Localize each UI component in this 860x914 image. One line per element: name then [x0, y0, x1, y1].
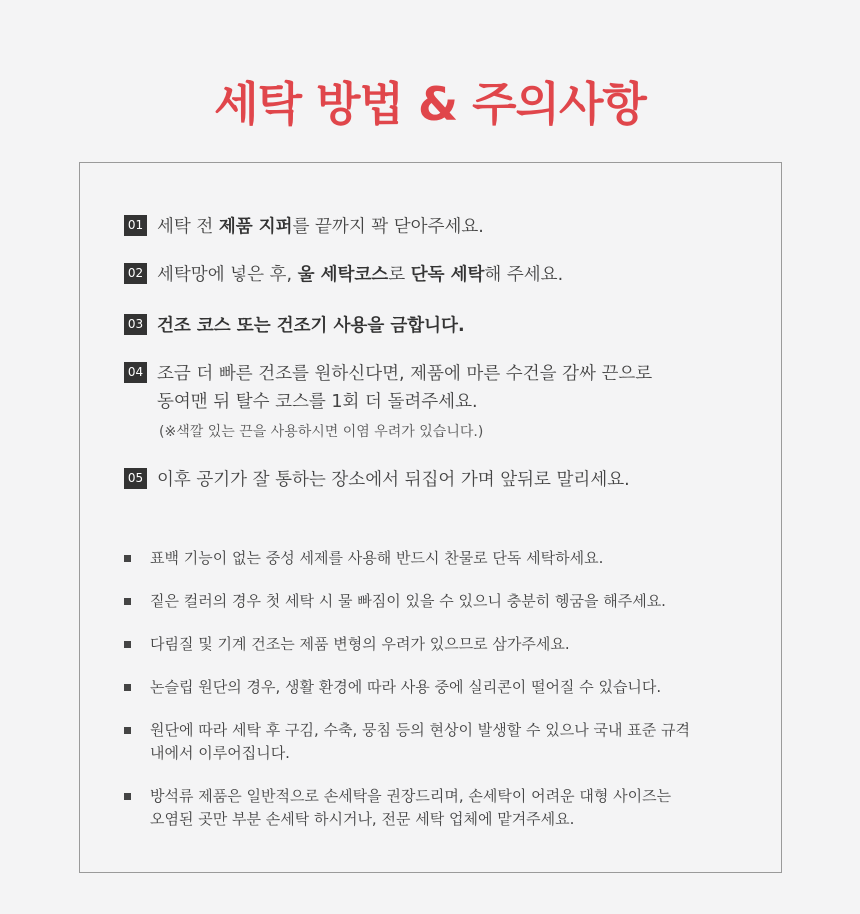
list-item: 방석류 제품은 일반적으로 손세탁을 권장드리며, 손세탁이 어려운 대형 사이즈는 오염된 곳만 부분 손세탁 하시거나, 전문 세탁 업체에 맡겨주세요.: [124, 785, 690, 831]
step-03: [124, 312, 465, 340]
step-05: [124, 466, 630, 494]
bullet-square-icon: [124, 598, 131, 605]
step-text: 이후 공기가 잘 통하는 장소에서 뒤집어 가며 앞뒤로 말리세요.: [157, 470, 630, 490]
step-text: 건조 코스 또는 건조기 사용을 금합니다.: [157, 316, 465, 336]
step-number-badge: 02: [124, 263, 147, 284]
page-title: 세탁 방법 & 주의사항: [214, 77, 646, 131]
bullet-square-icon: [124, 641, 131, 648]
list-item: 다림질 및 기계 건조는 제품 변형의 우려가 있으므로 삼가주세요.: [124, 633, 690, 656]
list-item: 표백 기능이 없는 중성 세제를 사용해 반드시 찬물로 단독 세탁하세요.: [124, 547, 690, 570]
bullet-square-icon: [124, 727, 131, 734]
step-04: [124, 360, 652, 442]
list-item: 논슬립 원단의 경우, 생활 환경에 따라 사용 중에 실리콘이 떨어질 수 있습니다.: [124, 676, 690, 699]
step-text-line-2: 동여맨 뒤 탈수 코스를 1회 더 돌려주세요.: [157, 392, 478, 412]
step-number-badge: 03: [124, 314, 147, 335]
bullet-square-icon: [124, 684, 131, 691]
caution-list: [124, 547, 690, 851]
bullet-square-icon: [124, 555, 131, 562]
bullet-square-icon: [124, 793, 131, 800]
step-number-badge: 01: [124, 215, 147, 236]
step-number-badge: 05: [124, 468, 147, 489]
step-text: 세탁 전 제품 지퍼를 끝까지 꽉 닫아주세요.: [157, 217, 484, 237]
step-01: [124, 213, 484, 241]
step-text: 세탁망에 넣은 후, 울 세탁코스로 단독 세탁해 주세요.: [157, 265, 564, 285]
step-number-badge: 04: [124, 362, 147, 383]
list-item: 원단에 따라 세탁 후 구김, 수축, 뭉침 등의 현상이 발생할 수 있으나 국내 표준 규격 내에서 이루어집니다.: [124, 719, 690, 765]
step-text-line-1: 조금 더 빠른 건조를 원하신다면, 제품에 마른 수건을 감싸 끈으로: [157, 364, 653, 384]
step-note: (※색깔 있는 끈을 사용하시면 이염 우려가 있습니다.): [159, 424, 484, 440]
step-02: [124, 261, 563, 289]
care-instructions-box: [79, 162, 782, 873]
list-item: 짙은 컬러의 경우 첫 세탁 시 물 빠짐이 있을 수 있으니 충분히 헹굼을 해주세요.: [124, 590, 690, 613]
